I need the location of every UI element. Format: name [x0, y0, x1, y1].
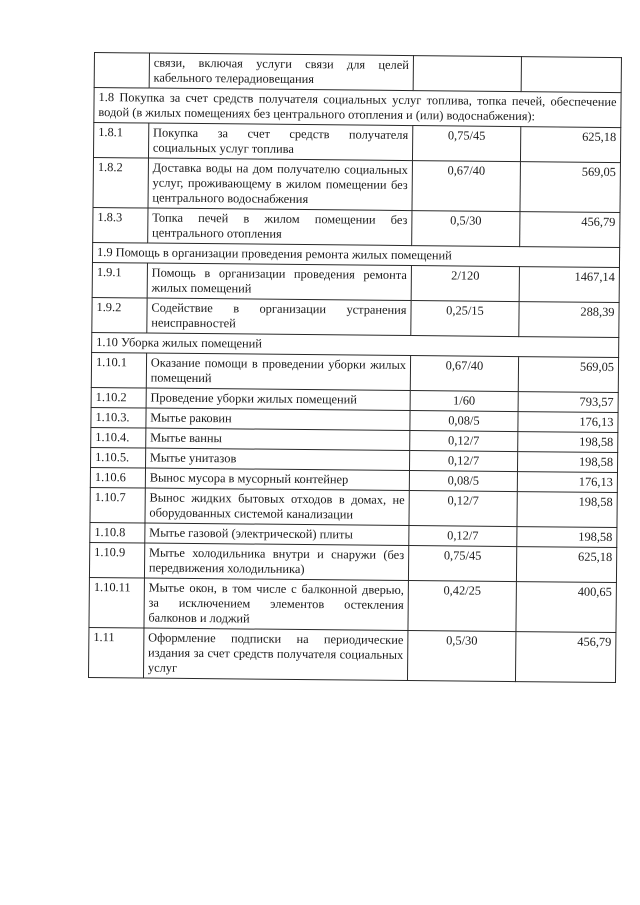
- row-price: 569,05: [518, 357, 618, 393]
- row-description: Содействие в организации устранения неисправностей: [147, 298, 411, 336]
- row-number: 1.10.4.: [91, 427, 146, 448]
- row-norm: 0,12/7: [409, 526, 517, 547]
- row-description: Покупка за счет средств получателя социальных услуг топлива: [148, 123, 412, 161]
- row-norm: 0,25/15: [411, 301, 519, 337]
- row-number: 1.8.2: [93, 157, 148, 208]
- row-description: Мытье газовой (электрической) плиты: [145, 523, 409, 546]
- row-norm: 0,08/5: [409, 471, 517, 492]
- row-norm: 0,75/45: [412, 126, 520, 162]
- section-header-row: [94, 88, 621, 128]
- table-row: [93, 123, 620, 163]
- table-row-last: [88, 627, 615, 682]
- services-table-body: [88, 53, 621, 683]
- row-price: 198,58: [518, 432, 618, 453]
- table-row: [93, 157, 620, 212]
- row-price: 176,13: [518, 412, 618, 433]
- row-price: 198,58: [517, 527, 617, 548]
- row-description: Доставка воды на дом получателю социальных услуг, проживающему в жилом помещении без центрального водоснабжения: [148, 158, 413, 211]
- table-row: [92, 297, 619, 337]
- row-norm: 2/120: [411, 266, 519, 302]
- row-norm: 0,12/7: [409, 451, 517, 472]
- row-price: 288,39: [519, 302, 619, 338]
- row-number: 1.10.3.: [91, 407, 146, 428]
- row-number: 1.11: [88, 627, 143, 678]
- table-row: [89, 542, 616, 582]
- row-description: Мытье унитазов: [145, 448, 409, 471]
- section-header: 1.10 Уборка жилых помещений: [92, 332, 619, 357]
- row-number: 1.10.6: [90, 467, 145, 488]
- row-description: Проведение уборки жилых помещений: [146, 388, 410, 411]
- row-norm: 0,5/30: [407, 631, 515, 682]
- row-price: 198,58: [517, 452, 617, 473]
- row-norm: 0,42/25: [408, 581, 516, 632]
- row-price: 625,18: [516, 547, 616, 583]
- row-price: 625,18: [520, 127, 620, 163]
- section-header: 1.8 Покупка за счет средств получателя социальных услуг топлива, топка печей, обеспечение водой (в жилых помещениях без центрального отопления и (или) водоснабжения):: [94, 88, 621, 128]
- row-description: Мытье ванны: [146, 428, 410, 451]
- row-norm: 0,08/5: [410, 411, 518, 432]
- row-description: Мытье холодильника внутри и снаружи (без передвижения холодильника): [144, 543, 408, 581]
- row-number: 1.10.5.: [91, 447, 146, 468]
- row-number: 1.10.7: [90, 487, 145, 523]
- row-norm: 0,5/30: [412, 211, 520, 247]
- row-price: 198,58: [517, 492, 617, 528]
- table-row: [89, 577, 616, 632]
- table-row: [93, 207, 620, 247]
- row-description: связи, включая услуги связи для целей кабельного телерадиовещания: [149, 53, 413, 91]
- row-price: 569,05: [520, 162, 621, 213]
- row-price: 456,79: [520, 212, 620, 248]
- table-row: [91, 352, 618, 392]
- row-number: 1.10.11: [89, 577, 144, 628]
- row-description: Мытье окон, в том числе с балконной дверью, за исключением элементов остекления балконов и лоджий: [144, 578, 409, 631]
- row-price: 456,79: [515, 632, 616, 683]
- row-norm: 0,12/7: [409, 491, 517, 527]
- row-description: Мытье раковин: [146, 408, 410, 431]
- row-norm: [413, 56, 521, 92]
- row-description: Вынос жидких бытовых отходов в домах, не оборудованных системой канализации: [145, 488, 409, 526]
- row-price: [521, 57, 621, 93]
- table-row: [90, 487, 617, 527]
- table-row-continued: [94, 53, 621, 93]
- row-number: 1.9.1: [92, 262, 147, 298]
- row-number: 1.10.8: [90, 522, 145, 543]
- row-price: 400,65: [516, 582, 617, 633]
- section-header: 1.9 Помощь в организации проведения ремонта жилых помещений: [92, 242, 619, 267]
- row-norm: 0,12/7: [410, 431, 518, 452]
- row-price: 176,13: [517, 472, 617, 493]
- row-number: 1.9.2: [92, 297, 147, 333]
- row-number: [94, 53, 149, 89]
- row-price: 793,57: [518, 392, 618, 413]
- row-description: Топка печей в жилом помещении без центрального отопления: [147, 208, 411, 246]
- row-norm: 0,67/40: [412, 161, 520, 212]
- row-norm: 0,75/45: [408, 546, 516, 582]
- services-table: [88, 52, 622, 683]
- row-number: 1.8.3: [93, 207, 148, 243]
- row-description: Оказание помощи в проведении уборки жилых помещений: [146, 353, 410, 391]
- row-number: 1.10.1: [91, 352, 146, 388]
- table-row: [92, 262, 619, 302]
- row-norm: 0,67/40: [410, 356, 518, 392]
- row-description: Помощь в организации проведения ремонта жилых помещений: [147, 263, 411, 301]
- row-number: 1.8.1: [93, 123, 148, 159]
- row-number: 1.10.9: [89, 542, 144, 578]
- row-description: Вынос мусора в мусорный контейнер: [145, 468, 409, 491]
- row-norm: 1/60: [410, 391, 518, 412]
- row-number: 1.10.2: [91, 387, 146, 408]
- row-price: 1467,14: [519, 267, 619, 303]
- row-description: Оформление подписки на периодические издания за счет средств получателя социальных услуг: [143, 628, 408, 681]
